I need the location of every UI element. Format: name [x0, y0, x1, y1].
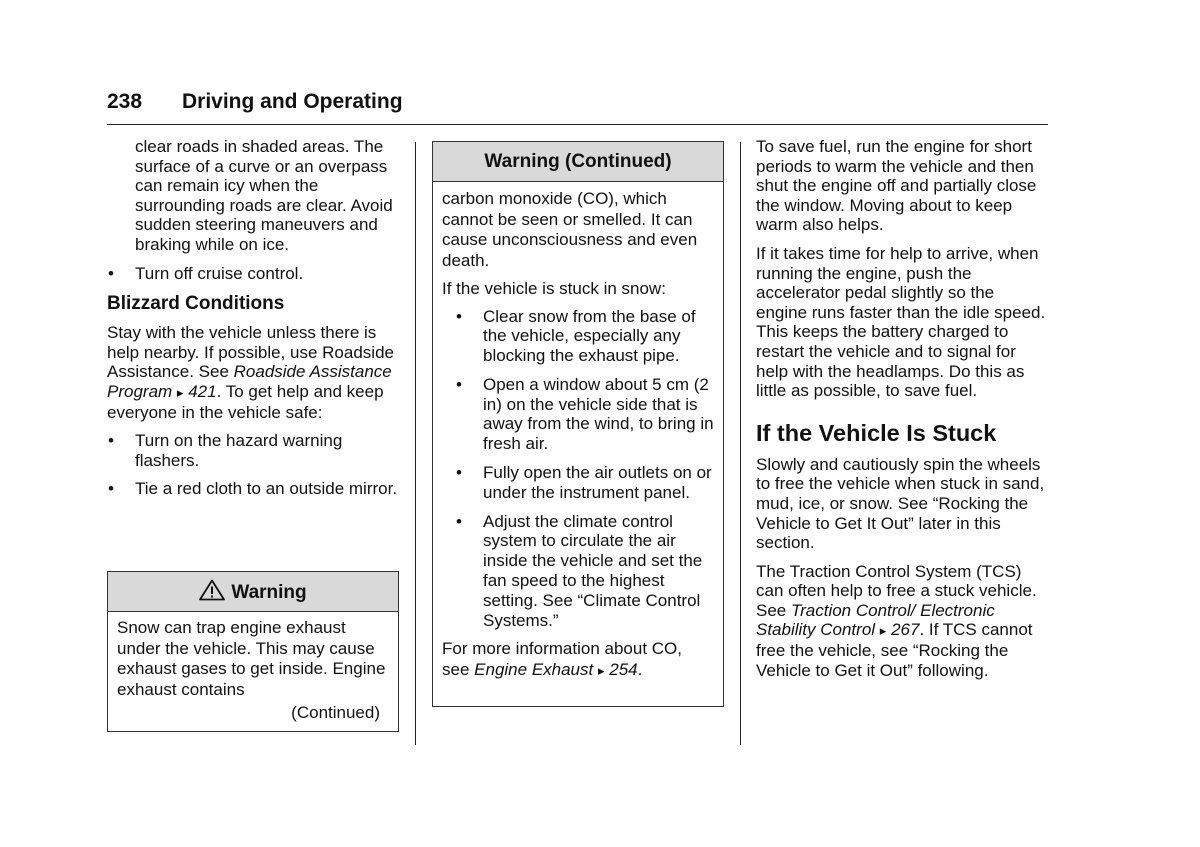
warning-header	[433, 142, 723, 182]
cross-reference-link[interactable]: Roadside Assistance Program ▸ 421	[107, 362, 392, 401]
cross-reference-link[interactable]: Traction Control/ Electronic Stability Control ▸ 267	[756, 600, 995, 640]
paragraph: The Traction Control System (TCS) can often help to free a stuck vehicle. See Traction Control/ Electronic Stability Control ▸ 267. If TCS cannot free the vehicle, see “Rocking the Vehicle to Get it Out” following.	[756, 561, 1037, 680]
list-item: • Adjust the climate control system to circulate the air inside the vehicle and set the fan speed to the highest setting. See “Climate Control Systems.”	[455, 512, 714, 631]
blizzard-heading: Blizzard Conditions	[107, 293, 285, 315]
paragraph: Slowly and cautiously spin the wheels to free the vehicle when stuck in sand, mud, ice, or snow. See “Rocking the Vehicle to Get It Out” later in this section.	[756, 454, 1045, 553]
warning-paragraph: carbon monoxide (CO), which cannot be seen or smelled. It can cause unconsciousness and even death.	[442, 189, 698, 270]
warning-header	[108, 572, 398, 612]
blizzard-paragraph: Stay with the vehicle unless there is help nearby. If possible, use Roadside Assistance. See Roadside Assistance Program ▸ 421. To get help and keep everyone in the vehicle safe:	[107, 323, 394, 422]
list-item: • Tie a red cloth to an outside mirror.	[107, 479, 401, 499]
paragraph: To save fuel, run the engine for short periods to warm the vehicle and then shut the engine off and partially close the window. Moving about to keep warm also helps.	[756, 137, 1037, 235]
column-divider	[415, 142, 416, 745]
bullet-list	[107, 431, 401, 499]
warning-title: Warning (Continued)	[484, 151, 672, 172]
list-item: • Turn on the hazard warning flashers.	[107, 431, 401, 470]
list-item: • Turn off cruise control.	[107, 264, 401, 284]
page-reference-arrow-icon: ▸	[176, 384, 184, 400]
column-1	[107, 137, 401, 508]
warning-paragraph: For more information about CO, see Engine Exhaust ▸ 254.	[442, 639, 682, 679]
warning-body	[108, 612, 398, 724]
bullet-list	[107, 264, 401, 284]
list-item: • Clear snow from the base of the vehicle, especially any blocking the exhaust pipe.	[455, 307, 714, 366]
paragraph: If it takes time for help to arrive, when running the engine, push the accelerator pedal slightly so the engine runs faster than the idle speed. This keeps the battery charged to restart the vehicle and to signal for help with the headlamps. Do this as little as possible, to save fuel.	[756, 243, 1046, 401]
warning-title: Warning	[231, 582, 307, 603]
warning-text: Snow can trap engine exhaust under the vehicle. This may cause exhaust gases to get inside. Engine exhaust contains	[117, 618, 386, 699]
warning-paragraph: If the vehicle is stuck in snow:	[442, 279, 666, 298]
column-divider	[740, 142, 741, 745]
warning-box	[107, 571, 399, 732]
page-reference-arrow-icon: ▸	[597, 662, 605, 678]
page-reference-arrow-icon: ▸	[879, 623, 887, 639]
bullet-list	[455, 307, 714, 631]
continued-label: (Continued)	[291, 703, 380, 722]
section-title: Driving and Operating	[182, 90, 403, 113]
list-item: • Fully open the air outlets on or under the instrument panel.	[455, 463, 714, 503]
warning-continued-box	[432, 141, 724, 707]
warning-body	[433, 182, 723, 681]
list-item: • Open a window about 5 cm (2 in) on the vehicle side that is away from the wind, to bring in fresh air.	[455, 375, 714, 454]
page-header	[107, 88, 1048, 125]
cross-reference-link[interactable]: Engine Exhaust ▸ 254	[474, 659, 638, 679]
page-number: 238	[107, 90, 143, 113]
stuck-heading: If the Vehicle Is Stuck	[756, 419, 997, 446]
continued-bullet-text: clear roads in shaded areas. The surface of a curve or an overpass can remain icy when the surrounding roads are clear. Avoid sudden steering maneuvers and braking while on ice.	[135, 137, 393, 254]
column-3	[756, 137, 1048, 689]
warning-triangle-icon	[199, 579, 225, 601]
